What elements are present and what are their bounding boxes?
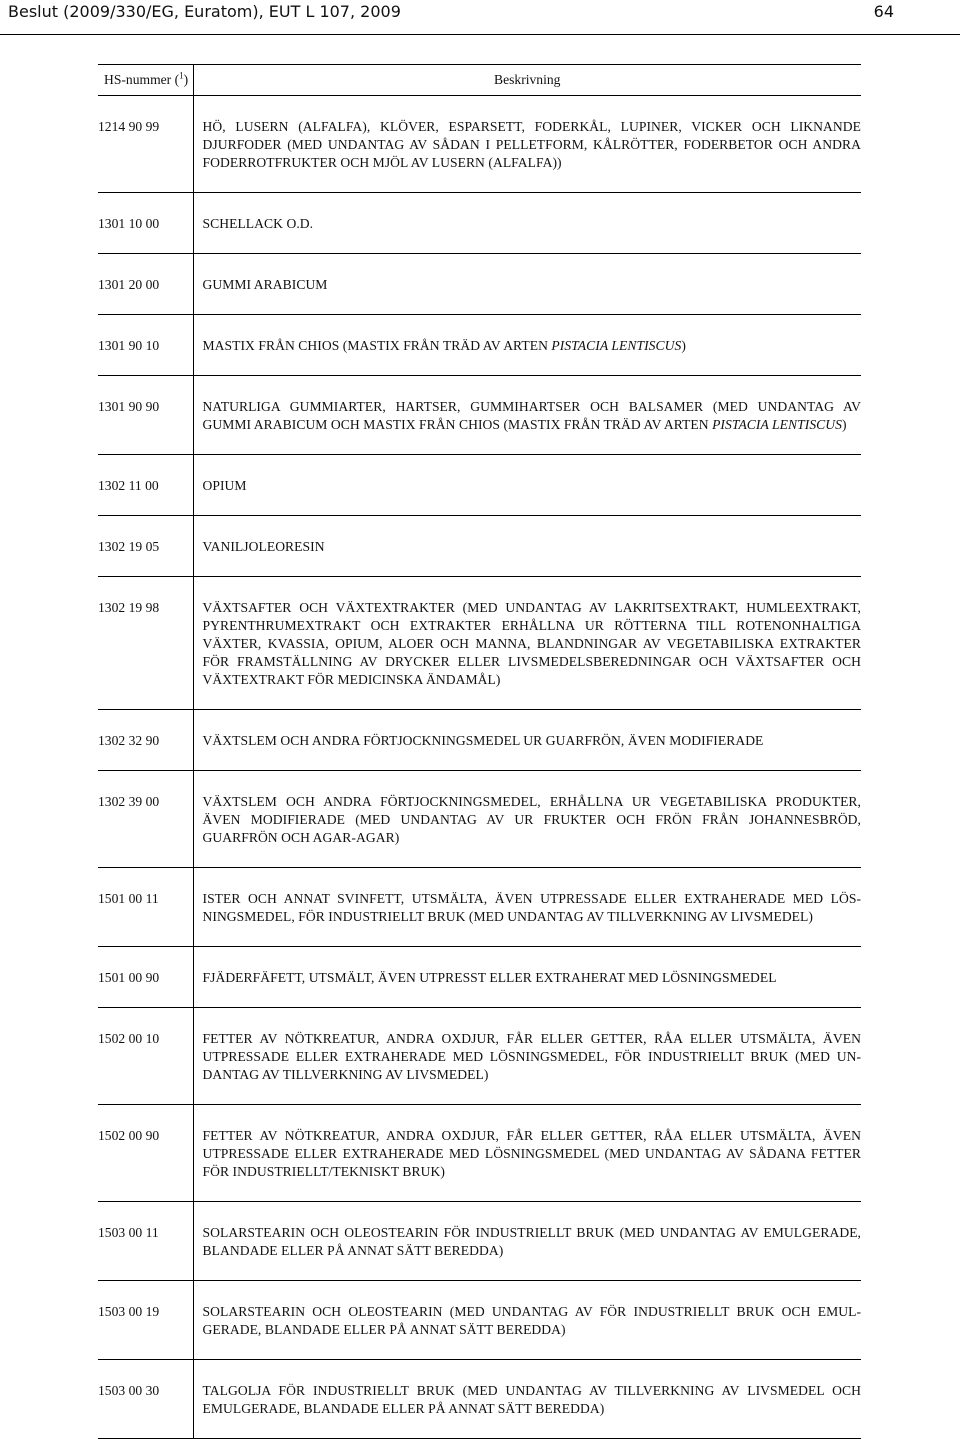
hs-code-cell: 1503 00 19 <box>98 1281 193 1360</box>
table-row <box>98 1281 861 1360</box>
table-row <box>98 1105 861 1202</box>
hs-code-cell: 1501 00 11 <box>98 868 193 947</box>
column-header-hs-number <box>98 65 193 96</box>
hs-code-cell: 1502 00 90 <box>98 1105 193 1202</box>
description-text-end: ) <box>842 417 847 432</box>
species-name-italic: PISTACIA LENTISCUS <box>712 417 843 432</box>
hs-code-cell: 1214 90 99 <box>98 96 193 193</box>
description-cell <box>193 315 861 376</box>
document-title: Beslut (2009/330/EG, Euratom), EUT L 107, 2009 <box>8 2 401 21</box>
description-cell <box>193 376 861 455</box>
column-header-description: Beskrivning <box>193 65 861 96</box>
table-row <box>98 868 861 947</box>
description-cell: VANILJOLEORESIN <box>193 516 861 577</box>
description-cell: SOLARSTEARIN OCH OLEOSTEARIN (MED UNDANTAG AV FÖR INDUSTRIELLT BRUK OCH EMULGERADE, BLANDADE ELLER PÅ ANNAT SÄTT BEREDDA) <box>193 1281 861 1360</box>
table-row <box>98 315 861 376</box>
description-cell: VÄXTSLEM OCH ANDRA FÖRTJOCKNINGSMEDEL UR GUARFRÖN, ÄVEN MODIFIERADE <box>193 710 861 771</box>
page-number: 64 <box>873 2 894 21</box>
description-cell: VÄXTSAFTER OCH VÄXTEXTRAKTER (MED UNDANTAG AV LAKRITSEXTRAKT, HUMLEEXTRAKT, PYRENTHRUMEXTRAKT OCH EXTRAKTER ERHÅLLNA UR RÖTTERNA TILL ROTENONHALTIGA VÄXTER, KVASSIA, OPIUM, ALOER OCH MANNA, BLANDNINGAR AV VEGETABILISKA EXTRAKTER FÖR FRAMSTÄLLNING AV DRYCKER ELLER LIVSMEDELSBEREDNINGAR OCH VÄXTSAFTER OCH VÄXTEXTRAKT FÖR MEDICINSKA ÄNDAMÅL) <box>193 577 861 710</box>
hs-code-cell: 1302 32 90 <box>98 710 193 771</box>
hs-code-cell: 1301 90 90 <box>98 376 193 455</box>
table-row <box>98 1202 861 1281</box>
hs-code-cell: 1501 00 90 <box>98 947 193 1008</box>
table-row <box>98 254 861 315</box>
hs-header-label: HS-nummer ( <box>104 72 180 87</box>
table-row <box>98 455 861 516</box>
page-header <box>0 0 960 35</box>
table-row <box>98 516 861 577</box>
hs-code-cell: 1503 00 30 <box>98 1360 193 1439</box>
species-name-italic: PISTACIA LENTISCUS <box>551 338 682 353</box>
table-row <box>98 577 861 710</box>
hs-code-cell: 1302 39 00 <box>98 771 193 868</box>
hs-code-cell: 1301 90 10 <box>98 315 193 376</box>
hs-code-cell: 1301 20 00 <box>98 254 193 315</box>
table-row <box>98 1360 861 1439</box>
description-text: MASTIX FRÅN CHIOS (MASTIX FRÅN TRÄD AV ARTEN <box>202 338 552 353</box>
description-cell: OPIUM <box>193 455 861 516</box>
description-text-end: ) <box>681 338 686 353</box>
hs-code-cell: 1502 00 10 <box>98 1008 193 1105</box>
table-row <box>98 96 861 193</box>
description-cell: GUMMI ARABICUM <box>193 254 861 315</box>
table-row <box>98 710 861 771</box>
table-row <box>98 771 861 868</box>
hs-code-cell: 1302 19 98 <box>98 577 193 710</box>
table-row <box>98 1008 861 1105</box>
footnote-marker[interactable]: 1 <box>179 70 184 81</box>
description-text: NATURLIGA GUMMIARTER, HARTSER, GUMMIHARTSER OCH BALSAMER (MED UNDANTAG AV GUMMI ARABICUM OCH MASTIX FRÅN CHIOS (MASTIX FRÅN TRÄD AV ARTEN <box>202 399 861 432</box>
description-cell: FETTER AV NÖTKREATUR, ANDRA OXDJUR, FÅR ELLER GETTER, RÅA ELLER UTSMÄLTA, ÄVEN UTPRESSADE ELLER EXTRAHERADE MED LÖSNINGSMEDEL (MED UNDANTAG AV SÅDANA FETTER FÖR INDUSTRIELLT/TEKNISKT BRUK) <box>193 1105 861 1202</box>
description-cell: FJÄDERFÄFETT, UTSMÄLT, ÄVEN UTPRESST ELLER EXTRAHERAT MED LÖSNINGSMEDEL <box>193 947 861 1008</box>
table-row <box>98 376 861 455</box>
description-cell: VÄXTSLEM OCH ANDRA FÖRTJOCKNINGSMEDEL, ERHÅLLNA UR VEGETABILISKA PRODUKTER, ÄVEN MODIFIERADE (MED UNDANTAG AV UR FRUKTER OCH FRÖN FRÅN JOHANNESBRÖD, GUARFRÖN OCH AGAR-AGAR) <box>193 771 861 868</box>
description-cell: FETTER AV NÖTKREATUR, ANDRA OXDJUR, FÅR ELLER GETTER, RÅA ELLER UTSMÄLTA, ÄVEN UTPRESSADE ELLER EXTRAHERADE MED LÖSNINGSMEDEL, FÖR INDUSTRIELLT BRUK (MED UNDANTAG AV TILLVERKNING AV LIVSMEDEL) <box>193 1008 861 1105</box>
hs-code-cell: 1302 11 00 <box>98 455 193 516</box>
table-row <box>98 193 861 254</box>
table-row <box>98 947 861 1008</box>
table-body <box>98 96 861 1439</box>
hs-header-close: ) <box>183 72 189 87</box>
table-header-row <box>98 65 861 96</box>
hs-code-table <box>98 64 861 1439</box>
description-cell: SOLARSTEARIN OCH OLEOSTEARIN FÖR INDUSTRIELLT BRUK (MED UNDANTAG AV EMULGERADE, BLANDADE ELLER PÅ ANNAT SÄTT BEREDDA) <box>193 1202 861 1281</box>
description-cell: SCHELLACK O.D. <box>193 193 861 254</box>
description-cell: ISTER OCH ANNAT SVINFETT, UTSMÄLTA, ÄVEN UTPRESSADE ELLER EXTRAHERADE MED LÖSNINGSMEDEL, FÖR INDUSTRIELLT BRUK (MED UNDANTAG AV TILLVERKNING AV LIVSMEDEL) <box>193 868 861 947</box>
hs-code-cell: 1503 00 11 <box>98 1202 193 1281</box>
description-cell: TALGOLJA FÖR INDUSTRIELLT BRUK (MED UNDANTAG AV TILLVERKNING AV LIVSMEDEL OCH EMULGERADE, BLANDADE ELLER PÅ ANNAT SÄTT BEREDDA) <box>193 1360 861 1439</box>
hs-code-cell: 1301 10 00 <box>98 193 193 254</box>
hs-code-cell: 1302 19 05 <box>98 516 193 577</box>
description-cell: HÖ, LUSERN (ALFALFA), KLÖVER, ESPARSETT, FODERKÅL, LUPINER, VICKER OCH LIKNANDE DJURFODER (MED UNDANTAG AV SÅDAN I PELLETFORM, KÅLRÖTTER, FODERBETOR OCH ANDRA FODERROTFRUKTER OCH MJÖL AV LUSERN (ALFALFA)) <box>193 96 861 193</box>
